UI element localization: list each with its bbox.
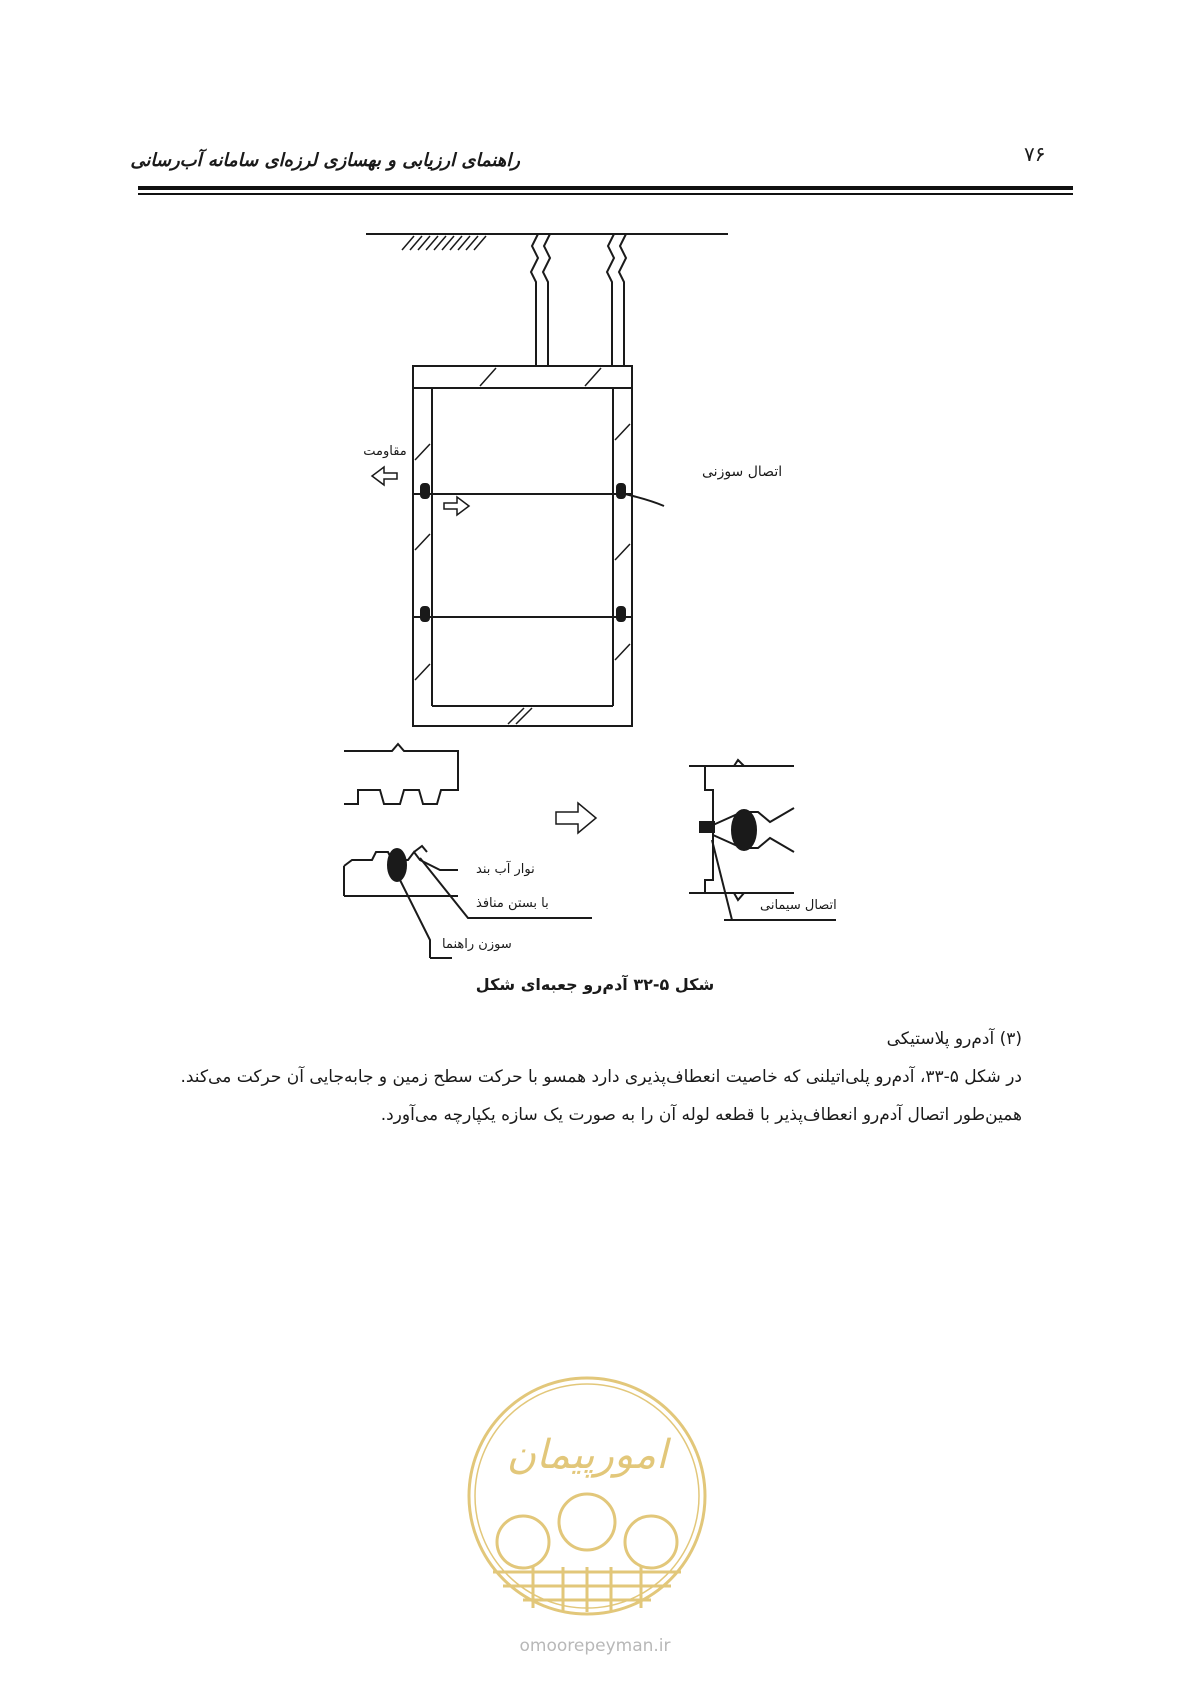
- watermark-logo: [463, 1372, 711, 1620]
- section-heading: (۳) آدم‌رو پلاستیکی: [886, 1029, 1022, 1049]
- label-waterstop-line2: با بستن منافذ: [476, 896, 549, 911]
- watermark-site: omoorepeyman.ir: [519, 1636, 671, 1656]
- figure-caption: شکل ۵-۳۲ آدم‌رو جعبه‌ای شکل: [475, 975, 715, 994]
- running-title: راهنمای ارزیابی و بهسازی لرزه‌ای سامانه آب‌رسانی: [130, 150, 520, 171]
- paragraph-2: همین‌طور اتصال آدم‌رو انعطاف‌پذیر با قطعه لوله آن را به صورت یک سازه یکپارچه می‌آورد.: [380, 1105, 1022, 1125]
- label-waterstop-line1: نوار آب بند: [476, 862, 535, 877]
- body-text: [140, 1020, 1022, 1134]
- paragraph-1: در شکل ۵-۳۳، آدم‌رو پلی‌اتیلنی که خاصیت انعطاف‌پذیری دارد همسو با حرکت سطح زمین و جابه‌جایی آن حرکت می‌کند.: [180, 1067, 1022, 1087]
- label-resistance: مقاومت: [363, 444, 407, 459]
- page-number: ۷۶: [1024, 142, 1046, 166]
- label-guide-pin: سوزن راهنما: [442, 937, 512, 952]
- watermark-logo-text: امورپیمان: [506, 1432, 668, 1478]
- label-pin-joint: اتصال سوزنی: [702, 464, 783, 480]
- label-cement-joint: اتصال سیمانی: [760, 898, 837, 913]
